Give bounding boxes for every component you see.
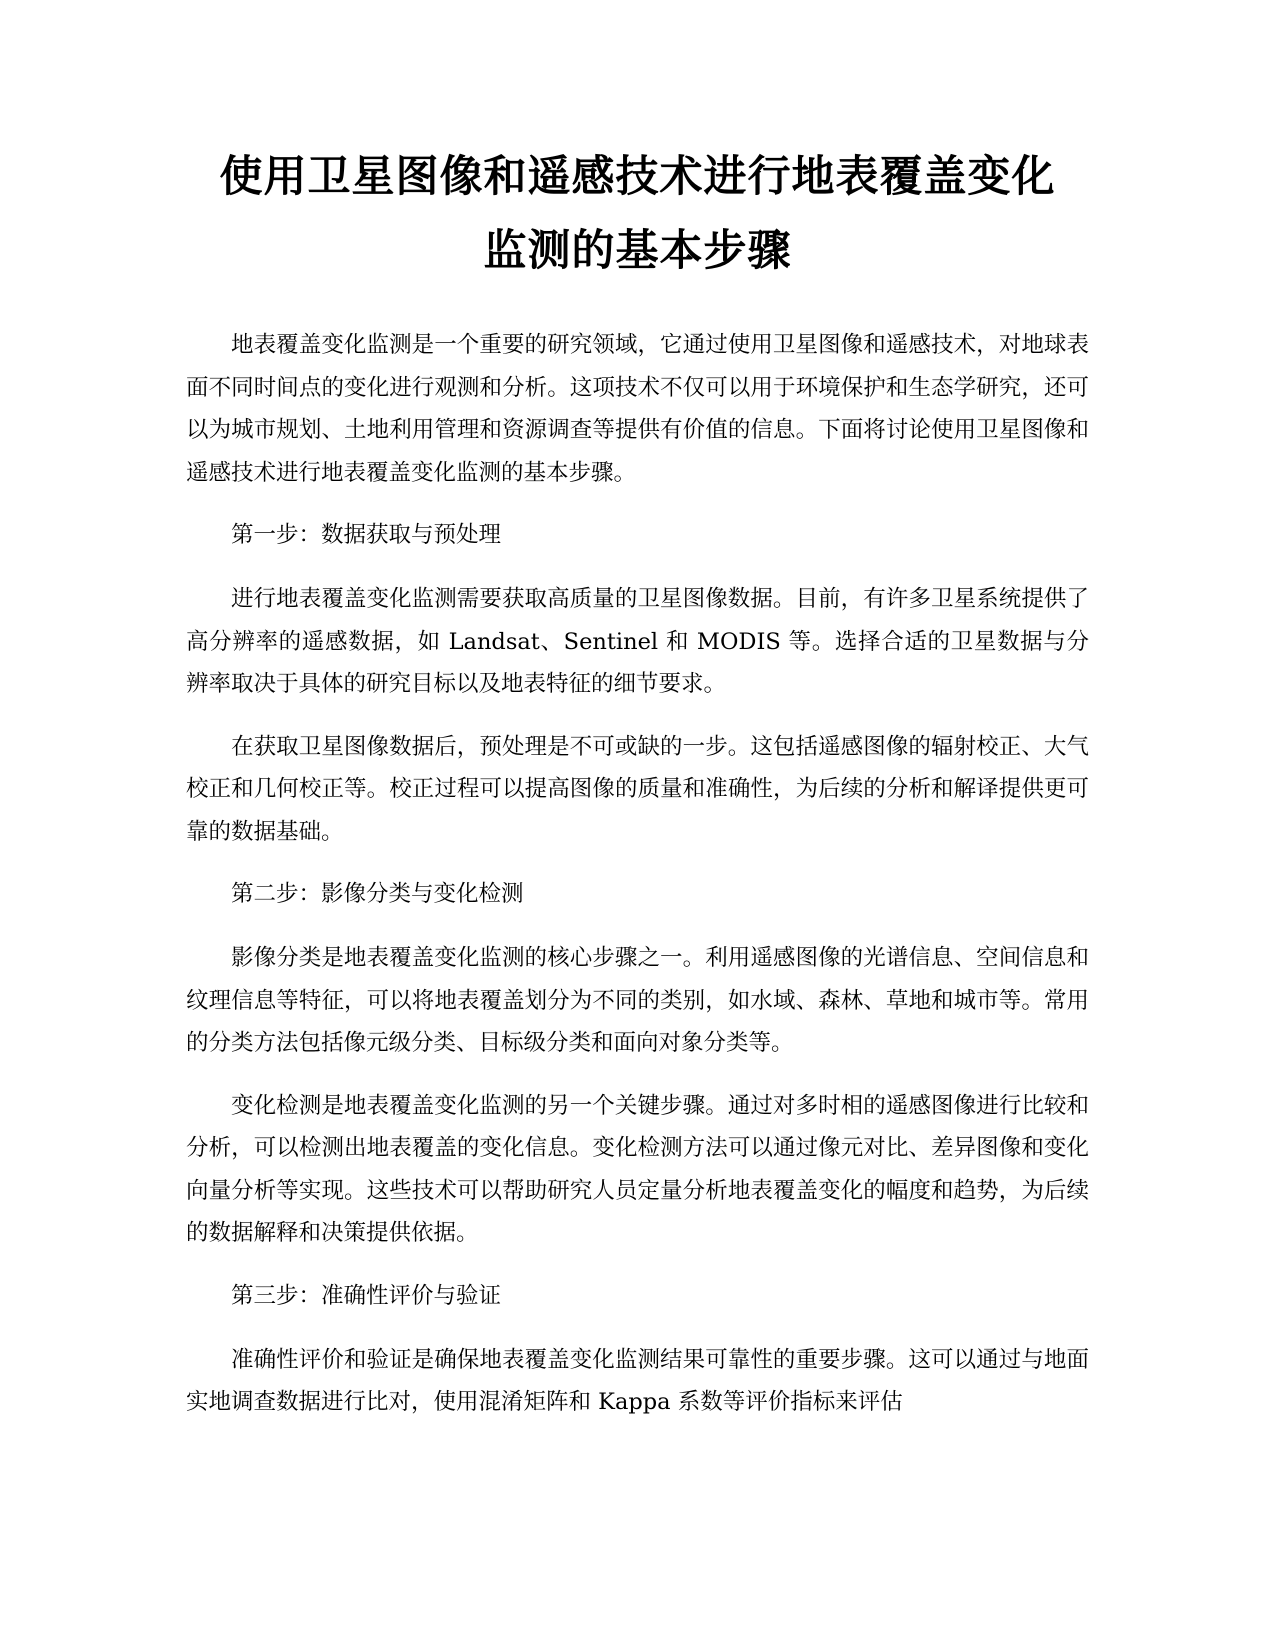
paragraph-classification: 影像分类是地表覆盖变化监测的核心步骤之一。利用遥感图像的光谱信息、空间信息和纹理信息等特征，可以将地表覆盖划分为不同的类别，如水域、森林、草地和城市等。常用的分类方法包括像元级分类、目标级分类和面向对象分类等。 [186, 945, 1089, 1056]
document-page [186, 140, 1089, 1444]
paragraph-data-acquisition: 进行地表覆盖变化监测需要获取高质量的卫星图像数据。目前，有许多卫星系统提供了高分辨率的遥感数据，如 Landsat、Sentinel 和 MODIS 等。选择合适的卫星数据与分辨率取决于具体的研究目标以及地表特征的细节要求。 [186, 586, 1089, 697]
document-body [186, 324, 1089, 1424]
paragraph-intro: 地表覆盖变化监测是一个重要的研究领域，它通过使用卫星图像和遥感技术，对地球表面不同时间点的变化进行观测和分析。这项技术不仅可以用于环境保护和生态学研究，还可以为城市规划、土地利用管理和资源调查等提供有价值的信息。下面将讨论使用卫星图像和遥感技术进行地表覆盖变化监测的基本步骤。 [186, 332, 1089, 486]
paragraph-change-detection: 变化检测是地表覆盖变化监测的另一个关键步骤。通过对多时相的遥感图像进行比较和分析，可以检测出地表覆盖的变化信息。变化检测方法可以通过像元对比、差异图像和变化向量分析等实现。这些技术可以帮助研究人员定量分析地表覆盖变化的幅度和趋势，为后续的数据解释和决策提供依据。 [186, 1092, 1089, 1246]
document-title [186, 140, 1089, 288]
section-heading-step-1: 第一步：数据获取与预处理 [231, 522, 502, 548]
section-heading-step-2: 第二步：影像分类与变化检测 [231, 881, 524, 907]
section-heading-step-3: 第三步：准确性评价与验证 [231, 1282, 502, 1309]
title-line-1: 使用卫星图像和遥感技术进行地表覆盖变化 [219, 152, 1056, 202]
paragraph-accuracy: 准确性评价和验证是确保地表覆盖变化监测结果可靠性的重要步骤。这可以通过与地面实地调查数据进行比对，使用混淆矩阵和 Kappa 系数等评价指标来评估 [186, 1346, 1089, 1415]
paragraph-preprocessing: 在获取卫星图像数据后，预处理是不可或缺的一步。这包括遥感图像的辐射校正、大气校正和几何校正等。校正过程可以提高图像的质量和准确性，为后续的分析和解译提供更可靠的数据基础。 [186, 733, 1089, 845]
title-line-2: 监测的基本步骤 [483, 226, 792, 276]
